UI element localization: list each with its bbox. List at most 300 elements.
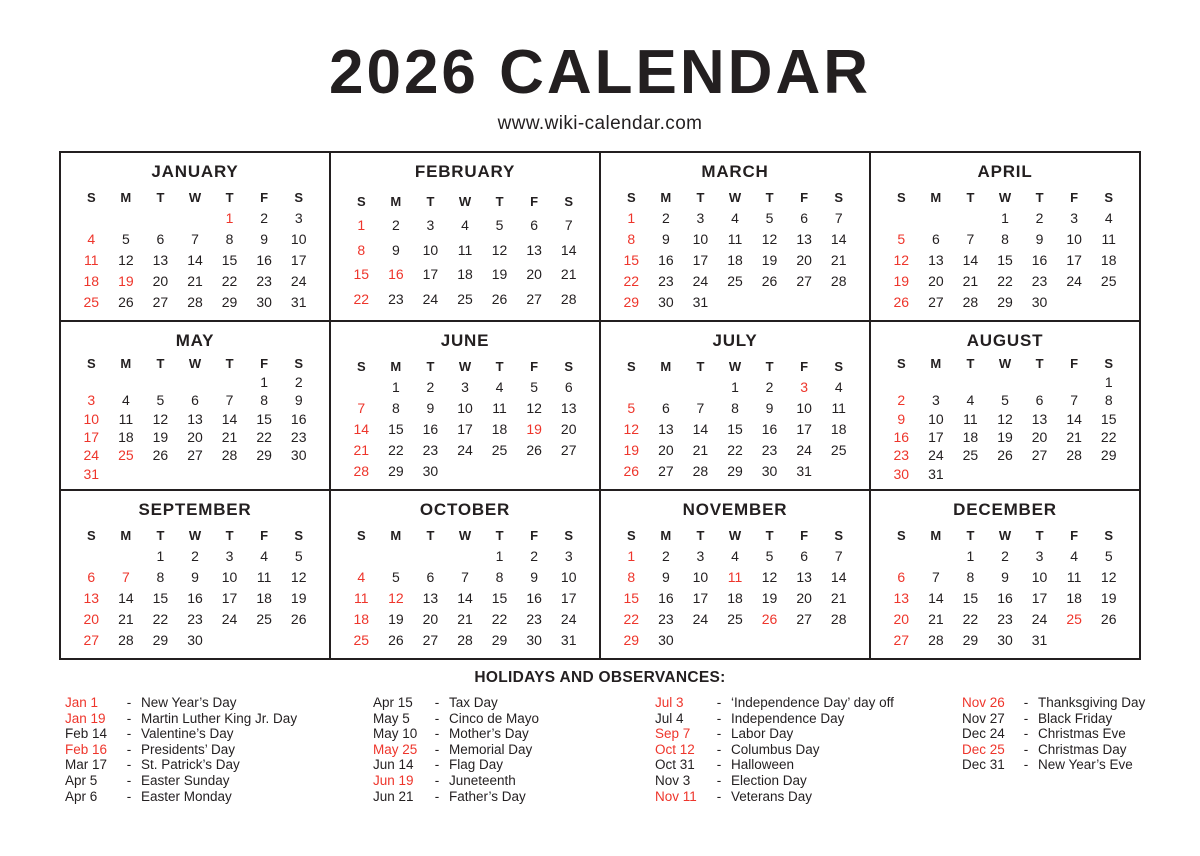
date-cell: 18 — [1066, 590, 1082, 606]
day-header: F — [260, 528, 269, 543]
date-cell: 9 — [426, 400, 435, 416]
month-days — [61, 522, 329, 658]
holiday-dash: - — [434, 710, 440, 726]
empty-cell — [988, 375, 1023, 389]
empty-cell — [344, 380, 379, 394]
date-cell: 14 — [560, 241, 577, 258]
date-cell: 10 — [83, 410, 100, 427]
date-cell: 11 — [256, 569, 272, 585]
empty-cell — [448, 549, 483, 563]
date-cell: 18 — [727, 252, 743, 268]
date-cell: 8 — [260, 392, 269, 409]
date-cell: 24 — [457, 442, 473, 458]
empty-cell — [178, 375, 213, 389]
month-january — [61, 153, 329, 320]
date-cell: 8 — [1001, 231, 1009, 247]
date-cell: 21 — [830, 252, 847, 268]
date-cell: 24 — [692, 611, 709, 627]
holiday-dash: - — [716, 741, 722, 757]
date-cell: 1 — [1104, 373, 1113, 390]
date-cell: 21 — [962, 273, 979, 289]
month-november — [601, 491, 869, 658]
date-cell: 12 — [997, 410, 1013, 427]
date-cell: 24 — [928, 447, 944, 464]
date-cell: 31 — [1031, 632, 1048, 648]
date-cell: 4 — [87, 231, 96, 247]
holiday-item — [65, 742, 297, 758]
date-cell: 10 — [221, 569, 238, 585]
day-header: W — [728, 190, 742, 205]
day-header: W — [188, 190, 202, 205]
date-cell: 29 — [962, 632, 979, 648]
date-cell: 27 — [796, 611, 812, 627]
date-cell: 26 — [491, 290, 508, 307]
date-cell: 29 — [1100, 447, 1117, 464]
date-cell: 18 — [1100, 252, 1117, 268]
date-cell: 4 — [121, 392, 130, 409]
date-cell: 12 — [152, 410, 169, 427]
holiday-date: Nov 26 — [962, 695, 1005, 710]
date-cell: 27 — [928, 294, 944, 310]
holiday-name: Tax Day — [449, 695, 498, 710]
day-header: F — [260, 356, 269, 372]
date-cell: 11 — [492, 400, 507, 416]
date-cell: 26 — [118, 294, 134, 310]
day-header: S — [564, 193, 574, 209]
date-cell: 12 — [118, 252, 134, 268]
month-title: MARCH — [701, 162, 769, 181]
date-cell: 29 — [152, 632, 169, 648]
date-cell: 12 — [761, 231, 778, 247]
date-cell: 16 — [761, 421, 778, 437]
date-cell: 14 — [928, 590, 944, 606]
holiday-dash: - — [716, 710, 722, 726]
holiday-name: Valentine’s Day — [141, 726, 234, 742]
date-cell: 15 — [491, 590, 508, 606]
month-december — [871, 491, 1139, 658]
date-cell: 2 — [191, 548, 199, 564]
date-cell: 9 — [294, 392, 303, 409]
date-cell: 31 — [83, 465, 100, 482]
holiday-dash: - — [716, 772, 722, 788]
date-cell: 9 — [530, 569, 539, 585]
date-cell: 1 — [156, 548, 165, 564]
date-cell: 7 — [931, 569, 940, 585]
date-cell: 15 — [221, 252, 238, 268]
day-header: T — [696, 359, 705, 374]
date-cell: 21 — [928, 611, 944, 627]
date-cell: 18 — [727, 590, 743, 606]
date-cell: 6 — [661, 400, 670, 416]
header — [0, 0, 1200, 135]
holiday-date: Oct 31 — [655, 757, 695, 773]
date-cell: 13 — [893, 590, 910, 606]
date-cell: 20 — [658, 442, 674, 458]
holiday-item — [655, 695, 894, 711]
day-header: W — [998, 190, 1012, 205]
holiday-dash: - — [126, 710, 132, 726]
date-cell: 1 — [966, 548, 975, 564]
date-cell: 15 — [997, 252, 1013, 268]
date-cell: 14 — [830, 231, 847, 247]
date-cell: 11 — [1066, 569, 1082, 585]
day-header: T — [1035, 190, 1044, 205]
month-days — [61, 184, 329, 320]
empty-cell — [953, 211, 988, 225]
holiday-name: New Year’s Eve — [1038, 757, 1133, 773]
holiday-name: Independence Day — [731, 710, 845, 726]
date-cell: 20 — [893, 611, 910, 627]
day-header: W — [458, 193, 472, 209]
date-cell: 2 — [1001, 548, 1009, 564]
date-cell: 10 — [560, 569, 577, 585]
month-days — [601, 184, 869, 320]
date-cell: 12 — [290, 569, 307, 585]
date-cell: 2 — [260, 210, 269, 226]
date-cell: 8 — [1104, 392, 1113, 409]
date-cell: 31 — [560, 632, 577, 648]
date-cell: 14 — [187, 252, 203, 268]
date-cell: 28 — [457, 632, 473, 648]
date-cell: 20 — [152, 273, 169, 289]
day-header: F — [1070, 356, 1079, 372]
date-cell: 23 — [388, 290, 404, 307]
day-header: F — [800, 528, 809, 543]
date-cell: 5 — [156, 392, 165, 409]
day-header: T — [966, 356, 975, 372]
date-cell: 8 — [495, 569, 504, 585]
date-cell: 14 — [830, 569, 847, 585]
date-cell: 21 — [221, 428, 238, 445]
date-cell: 19 — [388, 611, 404, 627]
date-cell: 19 — [893, 273, 910, 289]
holiday-date: May 10 — [373, 726, 418, 742]
date-cell: 18 — [491, 421, 508, 437]
date-cell: 2 — [530, 548, 539, 564]
day-header: S — [834, 359, 844, 374]
date-cell: 26 — [623, 463, 640, 479]
date-cell: 23 — [658, 611, 674, 627]
holiday-item — [373, 789, 539, 805]
day-header: M — [930, 528, 942, 543]
date-cell: 24 — [560, 611, 577, 627]
day-header: T — [426, 193, 435, 209]
date-cell: 15 — [388, 421, 404, 437]
date-cell: 13 — [83, 590, 100, 606]
holiday-item — [65, 711, 297, 727]
date-cell: 10 — [1031, 569, 1048, 585]
day-header: W — [188, 528, 202, 543]
date-cell: 14 — [962, 252, 979, 268]
day-header: T — [495, 528, 504, 543]
date-cell: 16 — [290, 410, 307, 427]
date-cell: 7 — [225, 392, 234, 409]
date-cell: 3 — [1035, 548, 1044, 564]
date-cell: 16 — [658, 590, 674, 606]
day-header: T — [225, 528, 234, 543]
date-cell: 18 — [353, 611, 370, 627]
date-cell: 5 — [391, 569, 400, 585]
date-cell: 17 — [457, 421, 473, 437]
date-cell: 26 — [388, 632, 404, 648]
date-cell: 27 — [422, 632, 439, 648]
date-cell: 27 — [152, 294, 169, 310]
date-cell: 6 — [1035, 392, 1044, 409]
date-cell: 2 — [391, 217, 400, 233]
date-cell: 29 — [491, 632, 508, 648]
date-cell: 30 — [1031, 294, 1048, 310]
date-cell: 26 — [761, 611, 778, 627]
date-cell: 3 — [225, 548, 234, 564]
date-cell: 2 — [294, 373, 303, 390]
date-cell: 27 — [1031, 447, 1048, 464]
date-cell: 18 — [962, 428, 979, 445]
date-cell: 15 — [1100, 410, 1117, 427]
date-cell: 7 — [564, 217, 573, 233]
day-header: S — [564, 528, 574, 543]
day-header: M — [120, 356, 132, 372]
date-cell: 14 — [118, 590, 134, 606]
date-cell: 16 — [388, 266, 404, 282]
date-cell: 6 — [800, 548, 809, 564]
date-cell: 3 — [800, 379, 809, 395]
empty-cell — [74, 375, 109, 389]
date-cell: 28 — [560, 290, 577, 307]
date-cell: 8 — [966, 569, 975, 585]
date-cell: 25 — [727, 611, 743, 627]
month-days — [331, 522, 599, 658]
holiday-columns — [0, 695, 1200, 820]
date-cell: 30 — [526, 632, 542, 648]
holiday-item — [65, 726, 297, 742]
empty-cell — [379, 549, 414, 563]
holiday-date: Jan 1 — [65, 695, 99, 710]
holidays-section — [0, 669, 1200, 820]
date-cell: 19 — [997, 428, 1013, 445]
date-cell: 17 — [1031, 590, 1048, 606]
date-cell: 24 — [692, 273, 709, 289]
date-cell: 31 — [692, 294, 709, 310]
month-days — [601, 522, 869, 658]
date-cell: 19 — [761, 252, 778, 268]
empty-cell — [884, 549, 919, 563]
date-cell: 3 — [931, 392, 940, 409]
month-days — [61, 353, 329, 489]
date-cell: 5 — [530, 379, 539, 395]
date-cell: 1 — [1001, 210, 1009, 226]
date-cell: 21 — [118, 611, 134, 627]
month-days — [871, 184, 1139, 320]
holiday-column — [655, 695, 894, 804]
date-cell: 28 — [962, 294, 979, 310]
date-cell: 26 — [290, 611, 307, 627]
holiday-date: May 25 — [373, 741, 418, 757]
day-header: T — [765, 359, 774, 374]
date-cell: 11 — [963, 410, 978, 427]
holiday-dash: - — [434, 726, 440, 742]
holiday-name: Juneteenth — [449, 772, 516, 788]
date-cell: 24 — [83, 447, 100, 464]
date-cell: 26 — [893, 294, 910, 310]
holiday-item — [65, 789, 297, 805]
day-header: T — [225, 190, 234, 205]
date-cell: 4 — [260, 548, 269, 564]
date-cell: 17 — [796, 421, 812, 437]
date-cell: 10 — [692, 231, 709, 247]
empty-cell — [683, 380, 718, 394]
holiday-item — [65, 757, 297, 773]
date-cell: 12 — [491, 241, 508, 258]
day-header: S — [896, 190, 906, 205]
date-cell: 13 — [928, 252, 944, 268]
date-cell: 6 — [897, 569, 906, 585]
date-cell: 13 — [796, 569, 812, 585]
month-title: FEBRUARY — [414, 162, 516, 181]
date-cell: 27 — [526, 290, 542, 307]
date-cell: 11 — [1101, 231, 1116, 247]
date-cell: 22 — [388, 442, 404, 458]
holiday-item — [962, 742, 1145, 758]
holiday-item — [373, 757, 539, 773]
month-title: NOVEMBER — [682, 500, 788, 519]
date-cell: 29 — [997, 294, 1013, 310]
holiday-name: Thanksgiving Day — [1038, 695, 1146, 710]
date-cell: 24 — [796, 442, 812, 458]
date-cell: 30 — [761, 463, 778, 479]
day-header: S — [1104, 190, 1114, 205]
empty-cell — [413, 549, 448, 563]
holiday-dash: - — [1023, 726, 1029, 742]
date-cell: 15 — [152, 590, 169, 606]
date-cell: 30 — [893, 465, 910, 482]
date-cell: 19 — [290, 590, 307, 606]
date-cell: 8 — [731, 400, 739, 416]
day-header: M — [120, 190, 132, 205]
date-cell: 12 — [623, 421, 640, 437]
holiday-name: Christmas Eve — [1038, 726, 1126, 742]
date-cell: 23 — [893, 447, 910, 464]
date-cell: 1 — [260, 373, 269, 390]
month-february — [331, 153, 599, 320]
month-april — [871, 153, 1139, 320]
date-cell: 4 — [1070, 548, 1079, 564]
date-cell: 4 — [495, 379, 504, 395]
holiday-column — [962, 695, 1145, 773]
holiday-dash: - — [126, 788, 132, 804]
holiday-date: Feb 16 — [65, 741, 108, 757]
empty-cell — [1022, 375, 1057, 389]
date-cell: 20 — [422, 611, 439, 627]
month-title: APRIL — [977, 162, 1033, 181]
date-cell: 1 — [357, 217, 366, 233]
holiday-date: Apr 6 — [65, 788, 98, 804]
month-days — [871, 353, 1139, 489]
day-header: S — [356, 193, 366, 209]
date-cell: 12 — [388, 590, 404, 606]
holiday-name: Election Day — [731, 772, 807, 788]
page-title: 2026 CALENDAR — [328, 38, 872, 107]
holiday-dash: - — [126, 772, 132, 788]
date-cell: 26 — [997, 447, 1013, 464]
month-title: SEPTEMBER — [138, 500, 252, 519]
date-cell: 21 — [457, 611, 473, 627]
date-cell: 22 — [221, 273, 238, 289]
date-cell: 9 — [1001, 569, 1009, 585]
date-cell: 1 — [495, 548, 504, 564]
date-cell: 11 — [727, 569, 743, 585]
date-cell: 10 — [290, 231, 307, 247]
date-cell: 28 — [830, 611, 847, 627]
date-cell: 6 — [156, 231, 165, 247]
holiday-item — [655, 742, 894, 758]
date-cell: 27 — [893, 632, 910, 648]
date-cell: 7 — [966, 231, 975, 247]
day-header: M — [390, 193, 402, 209]
date-cell: 23 — [761, 442, 778, 458]
holidays-heading: HOLIDAYS AND OBSERVANCES: — [474, 669, 726, 686]
holiday-name: Father’s Day — [449, 788, 526, 804]
holiday-dash: - — [434, 741, 440, 757]
holiday-dash: - — [434, 772, 440, 788]
date-cell: 11 — [118, 410, 134, 427]
date-cell: 28 — [928, 632, 944, 648]
date-cell: 24 — [422, 290, 439, 307]
empty-cell — [143, 375, 178, 389]
date-cell: 16 — [1031, 252, 1048, 268]
date-cell: 25 — [491, 442, 508, 458]
date-cell: 20 — [796, 252, 812, 268]
holiday-name: Presidents’ Day — [141, 741, 236, 757]
day-header: W — [458, 528, 472, 543]
day-header: T — [156, 190, 165, 205]
date-cell: 22 — [1100, 428, 1117, 445]
date-cell: 1 — [627, 210, 636, 226]
day-header: M — [660, 359, 672, 374]
date-cell: 9 — [260, 231, 269, 247]
date-cell: 23 — [187, 611, 203, 627]
month-title: DECEMBER — [953, 500, 1057, 519]
holiday-item — [373, 742, 539, 758]
date-cell: 9 — [661, 569, 670, 585]
date-cell: 13 — [526, 241, 542, 258]
date-cell: 25 — [1066, 611, 1082, 627]
day-header: S — [356, 359, 366, 374]
date-cell: 25 — [118, 447, 134, 464]
date-cell: 22 — [256, 428, 272, 445]
day-header: W — [188, 356, 202, 372]
date-cell: 25 — [1100, 273, 1117, 289]
holiday-name: Columbus Day — [731, 741, 820, 757]
date-cell: 3 — [461, 379, 469, 395]
holiday-dash: - — [716, 788, 722, 804]
date-cell: 9 — [661, 231, 670, 247]
date-cell: 29 — [221, 294, 238, 310]
day-header: S — [834, 528, 844, 543]
date-cell: 2 — [426, 379, 435, 395]
date-cell: 17 — [692, 590, 709, 606]
holiday-name: Mother’s Day — [449, 726, 529, 742]
day-header: T — [156, 528, 165, 543]
day-header: T — [966, 528, 975, 543]
date-cell: 11 — [457, 241, 473, 258]
date-cell: 23 — [526, 611, 542, 627]
date-cell: 17 — [290, 252, 307, 268]
date-cell: 3 — [87, 392, 96, 409]
date-cell: 10 — [422, 241, 439, 258]
date-cell: 15 — [353, 266, 370, 282]
day-header: M — [930, 356, 942, 372]
empty-cell — [178, 211, 213, 225]
